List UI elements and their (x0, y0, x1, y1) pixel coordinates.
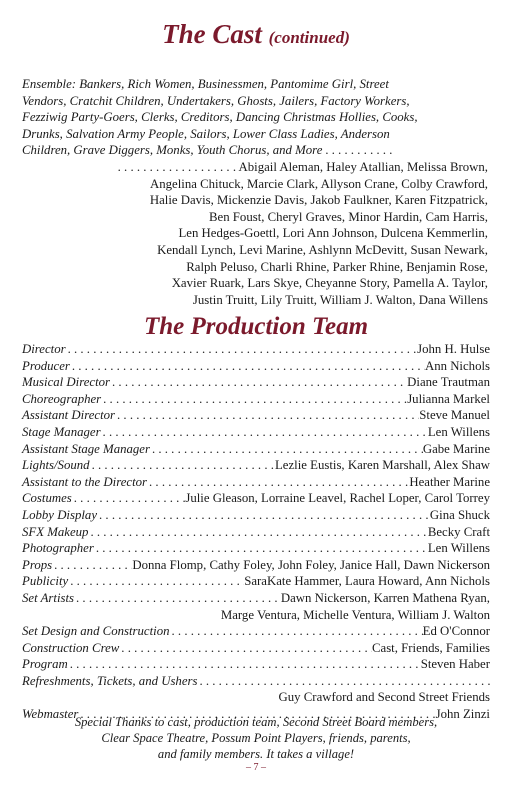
ensemble-section (22, 76, 488, 308)
dot-leader (94, 540, 428, 557)
team-name: John Zinzi (435, 707, 490, 722)
team-name: Ann Nichols (424, 358, 490, 373)
team-row (22, 507, 490, 524)
ensemble-name-line: . . . . . . . . . . . . . . . . . . . Abigail Aleman, Haley Atallian, Melissa Brown, (117, 159, 488, 174)
team-role: Assistant Stage Manager (22, 441, 150, 456)
dot-leader (66, 341, 418, 358)
dot-leader (90, 457, 275, 474)
ensemble-name-line: Justin Truitt, Lily Truitt, William J. Walton, Dana Willens (192, 292, 488, 307)
team-role: Props (22, 557, 53, 572)
team-role: Costumes (22, 491, 72, 506)
ensemble-name-line: Xavier Ruark, Lars Skye, Cheyanne Story, Pamella A. Taylor, (171, 276, 488, 291)
team-role: Set Design and Construction (22, 624, 170, 639)
thanks-line: and family members. It takes a village! (157, 747, 355, 761)
team-role: Assistant to the Director (22, 474, 148, 489)
team-row (22, 374, 490, 391)
dot-leader (88, 524, 427, 541)
team-name: Len Willens (427, 541, 490, 556)
team-row (22, 540, 490, 557)
team-role: Stage Manager (22, 424, 101, 439)
ensemble-name-line: Angelina Chituck, Marcie Clark, Allyson Crane, Colby Crawford, (150, 176, 488, 191)
thanks-line: Clear Space Theatre, Possum Point Players, friends, parents, (101, 731, 411, 745)
ensemble-line: Fezziwig Party-Goers, Clerks, Creditors, Dancing Christmas Hollies, Cooks, (22, 110, 418, 125)
dot-leader (115, 407, 419, 424)
dot-leader (170, 623, 423, 640)
team-row (22, 673, 490, 690)
special-thanks (40, 714, 472, 762)
team-role: Photographer (22, 541, 94, 556)
team-name: Donna Flomp, Cathy Foley, John Foley, Janice Hall, Dawn Nickerson (132, 557, 490, 572)
team-role: Publicity (22, 574, 69, 589)
team-row (22, 490, 490, 507)
cast-title: The Cast (162, 19, 262, 49)
dot-leader (147, 474, 409, 491)
team-name: Becky Craft (427, 524, 490, 539)
team-role: Choreographer (22, 391, 102, 406)
team-name: Cast, Friends, Families (371, 640, 490, 655)
team-name: Julie Gleason, Lorraine Leavel, Rachel Loper, Carol Torrey (185, 491, 490, 506)
team-role: SFX Makeup (22, 524, 89, 539)
team-name: John H. Hulse (417, 342, 490, 356)
ensemble-name-line: Ralph Peluso, Charli Rhine, Parker Rhine, Benjamin Rose, (186, 259, 488, 274)
team-name: Gina Shuck (429, 507, 490, 522)
dot-leader (68, 656, 421, 673)
team-role: Program (22, 657, 68, 672)
team-name: SaraKate Hammer, Laura Howard, Ann Nichols (244, 574, 490, 589)
ensemble-name-line: Kendall Lynch, Levi Marine, Ashlynn McDevitt, Susan Newark, (157, 242, 488, 257)
dot-leader (101, 424, 428, 441)
team-role: Producer (22, 358, 70, 373)
team-name: Steve Manuel (419, 408, 490, 423)
ensemble-description (22, 76, 488, 159)
team-name: Julianna Markel (407, 391, 490, 406)
team-row (22, 407, 490, 424)
team-role: Set Artists (22, 590, 75, 605)
team-name: Ed O'Connor (422, 624, 490, 639)
team-row (22, 524, 490, 541)
ensemble-names (22, 159, 488, 308)
production-team-heading: The Production Team (143, 313, 369, 340)
ensemble-name-line: Ben Foust, Cheryl Graves, Minor Hardin, Cam Harris, (208, 209, 488, 224)
dot-leader (72, 490, 186, 507)
production-team-list (22, 341, 490, 723)
team-role: Webmaster (22, 707, 79, 722)
ensemble-line: Ensemble: Bankers, Rich Women, Businessmen, Pantomime Girl, Street (22, 77, 389, 91)
ensemble-name-line: Len Hedges-Goettl, Lori Ann Johnson, Dulcena Kemmerlin, (178, 226, 488, 241)
dot-leader (110, 374, 407, 391)
team-role: Lights/Sound (22, 458, 90, 473)
team-row (22, 590, 490, 607)
team-name: Diane Trautman (407, 375, 490, 390)
team-row (22, 557, 490, 574)
team-name: Heather Marine (409, 474, 490, 489)
team-name: Lezlie Eustis, Karen Marshall, Alex Shaw (274, 458, 490, 473)
team-name: Gabe Marine (422, 441, 490, 456)
ensemble-line: Vendors, Cratchit Children, Undertakers, Ghosts, Jailers, Factory Workers, (22, 93, 410, 108)
team-row (22, 573, 490, 590)
dot-leader (68, 573, 244, 590)
dot-leader (97, 507, 430, 524)
team-row (22, 656, 490, 673)
team-role: Lobby Display (22, 507, 98, 522)
team-name-continued: Marge Ventura, Michelle Ventura, William J. Walton (220, 607, 490, 622)
team-row (22, 391, 490, 408)
dot-leader (101, 391, 407, 408)
dot-leader (119, 640, 372, 657)
team-row (22, 457, 490, 474)
team-row (22, 474, 490, 491)
thanks-line: Special Thanks to cast, production team, Second Street Board members, (74, 715, 438, 729)
team-row (22, 341, 490, 358)
team-role: Musical Director (22, 375, 111, 390)
cast-subtitle: (continued) (268, 28, 350, 47)
team-name: Len Willens (427, 424, 490, 439)
team-role: Director (22, 342, 66, 356)
page-number: – 7 – (246, 762, 266, 773)
team-row (22, 623, 490, 640)
team-role: Construction Crew (22, 640, 120, 655)
team-name: Steven Haber (420, 657, 490, 672)
team-name: Dawn Nickerson, Karren Mathena Ryan, (280, 590, 490, 605)
dot-leader (52, 557, 132, 574)
team-row (22, 424, 490, 441)
dot-leader (150, 441, 423, 458)
ensemble-line: Drunks, Salvation Army People, Sailors, Lower Class Ladies, Anderson (22, 126, 390, 141)
dot-leader (74, 590, 281, 607)
cast-heading (0, 16, 512, 56)
dot-leader (70, 358, 425, 375)
dot-leader (197, 673, 490, 690)
team-role: Assistant Director (22, 408, 116, 423)
team-row (22, 441, 490, 458)
team-name-continued: Guy Crawford and Second Street Friends (278, 690, 490, 705)
ensemble-line: Children, Grave Diggers, Monks, Youth Chorus, and More . . . . . . . . . . . (22, 143, 393, 158)
team-role: Refreshments, Tickets, and Ushers (22, 673, 198, 688)
team-row (22, 358, 490, 375)
team-row (22, 640, 490, 657)
ensemble-name-line: Halie Davis, Mickenzie Davis, Jakob Faulkner, Karen Fitzpatrick, (149, 193, 488, 208)
